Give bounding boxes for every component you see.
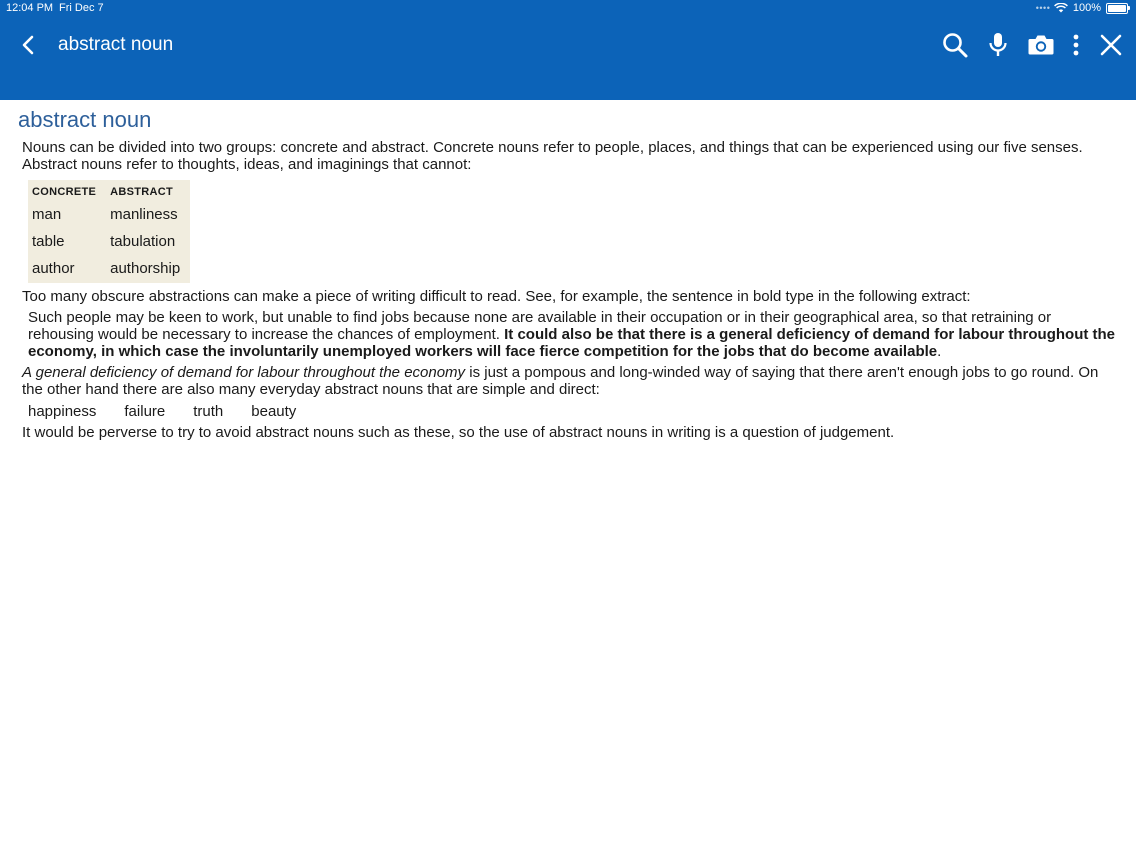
italic-phrase: A general deficiency of demand for labour throughout the economy xyxy=(22,364,466,381)
navigation-bar xyxy=(0,18,1136,100)
status-bar xyxy=(0,0,1136,18)
extract-end: . xyxy=(937,343,942,360)
extract-text: Such people may be keen to work, but unable to find jobs because none are available in their occupation or in their geographical area, so that retraining or rehousing would be necessary to increase the chances of employment. xyxy=(28,309,1052,343)
close-icon xyxy=(1099,33,1123,57)
table-header-concrete: CONCRETE xyxy=(32,186,97,198)
status-time: 12:04 PM xyxy=(6,2,54,14)
more-options-button[interactable] xyxy=(1067,30,1085,60)
list-item: failure xyxy=(124,403,166,420)
pompous-paragraph-text: is just a pompous and long-winded way of saying that there aren't enough jobs to go round. On the other hand there are also many everyday abstract nouns that are simple and direct: xyxy=(22,364,1099,398)
table-cell: authorship xyxy=(110,260,181,277)
search-button[interactable] xyxy=(938,30,972,60)
list-item: beauty xyxy=(251,403,297,420)
intro-paragraph: Nouns can be divided into two groups: concrete and abstract. Concrete nouns refer to people, places, and things that can be experienced using our five senses. Abstract nouns refer to thoughts, ideas, and imaginings that cannot: xyxy=(22,139,1083,173)
obscure-abstractions-paragraph: Too many obscure abstractions can make a piece of writing difficult to read. See, for example, the sentence in bold type in the following extract: xyxy=(22,288,971,305)
list-item: truth xyxy=(193,403,224,420)
camera-icon xyxy=(1027,32,1055,58)
battery-percent: 100% xyxy=(1072,2,1101,14)
table-header-abstract: ABSTRACT xyxy=(110,186,174,198)
table-cell: table xyxy=(32,233,65,250)
table-cell: man xyxy=(32,206,62,223)
table-cell: author xyxy=(32,260,75,277)
battery-icon xyxy=(1106,3,1128,14)
concrete-abstract-table xyxy=(28,180,190,283)
pompous-paragraph xyxy=(18,364,1118,398)
back-icon xyxy=(16,32,42,58)
entry-heading: abstract noun xyxy=(18,107,152,132)
search-icon xyxy=(941,31,969,59)
everyday-abstract-nouns xyxy=(28,403,1118,420)
voice-search-button[interactable] xyxy=(981,30,1015,60)
table-row xyxy=(28,202,190,229)
page-title: abstract noun xyxy=(58,34,174,55)
table-row xyxy=(28,256,190,283)
table-cell: manliness xyxy=(110,206,178,223)
list-item: happiness xyxy=(28,403,97,420)
cellular-dots-icon: • • • • xyxy=(1035,3,1049,13)
extract-bold-sentence: It could also be that there is a general deficiency of demand for labour throughout the economy, in which case the involuntarily unemployed workers will face fierce competition for the jobs that do become available xyxy=(28,326,1116,360)
entry-content xyxy=(18,104,1118,441)
camera-button[interactable] xyxy=(1024,30,1058,60)
table-row xyxy=(28,229,190,256)
table-cell: tabulation xyxy=(110,233,176,250)
status-date: Fri Dec 7 xyxy=(59,2,104,14)
back-button[interactable] xyxy=(16,32,42,58)
microphone-icon xyxy=(987,31,1009,59)
closing-paragraph: It would be perverse to try to avoid abstract nouns such as these, so the use of abstract nouns in writing is a question of judgement. xyxy=(22,424,895,441)
example-extract xyxy=(18,309,1118,360)
close-button[interactable] xyxy=(1094,30,1128,60)
wifi-icon xyxy=(1054,3,1068,13)
more-icon xyxy=(1072,33,1080,57)
